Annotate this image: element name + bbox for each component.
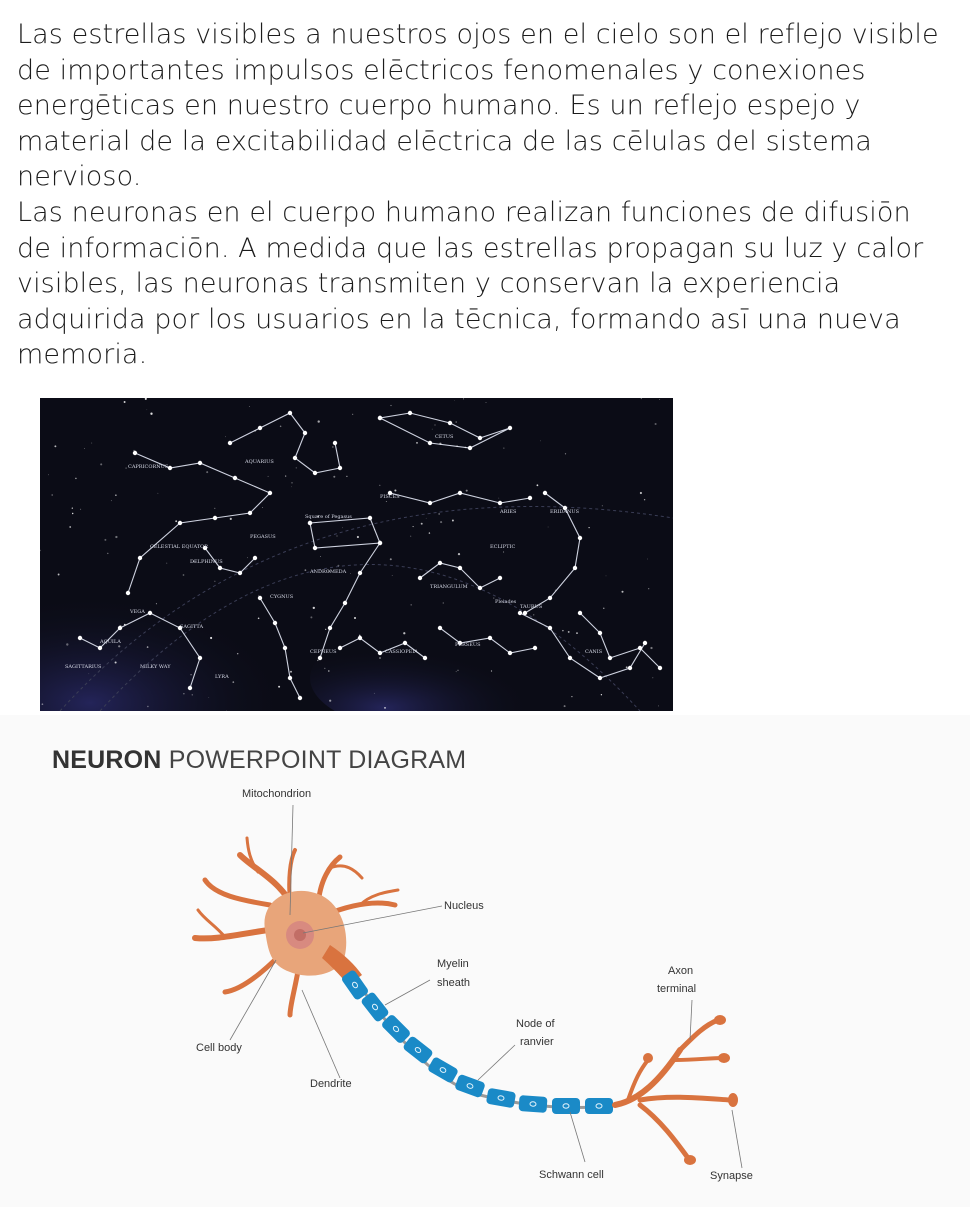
background-star	[48, 474, 49, 475]
background-star	[486, 402, 487, 403]
star	[298, 696, 302, 700]
star	[498, 501, 502, 505]
background-star	[336, 535, 337, 536]
background-star	[111, 500, 112, 501]
constellation-label: AQUILA	[100, 639, 121, 645]
myelin-segment	[585, 1098, 613, 1114]
background-star	[374, 529, 375, 530]
myelin-segment	[486, 1088, 516, 1109]
constellation-label: LYRA	[215, 674, 229, 680]
star	[458, 491, 462, 495]
background-star	[452, 520, 454, 522]
star	[333, 441, 337, 445]
star	[338, 466, 342, 470]
constellation-label: AQUARIUS	[245, 459, 274, 465]
title-bold: NEURON	[52, 746, 162, 774]
background-star	[456, 445, 458, 447]
background-star	[324, 668, 325, 669]
background-star	[384, 707, 386, 709]
background-star	[606, 576, 607, 577]
background-star	[440, 521, 442, 523]
background-star	[503, 551, 504, 552]
background-star	[390, 405, 391, 406]
background-star	[346, 476, 347, 477]
star	[188, 686, 192, 690]
background-star	[457, 670, 458, 671]
background-star	[214, 508, 215, 509]
constellation-label: ERIDANUS	[550, 509, 580, 515]
label-myelin-2: sheath	[437, 977, 471, 989]
background-star	[413, 526, 414, 527]
star	[608, 656, 612, 660]
star	[238, 571, 242, 575]
constellation-label: PERSEUS	[455, 642, 481, 648]
background-star	[118, 645, 120, 647]
star	[378, 651, 382, 655]
star	[423, 656, 427, 660]
background-star	[237, 653, 238, 654]
label-schwann-cell: Schwann cell	[539, 1169, 604, 1181]
background-star	[659, 399, 660, 400]
star	[228, 441, 232, 445]
background-star	[278, 686, 280, 688]
star	[508, 651, 512, 655]
star	[528, 496, 532, 500]
background-star	[88, 673, 89, 674]
constellation-label: CAPRICORNUS	[128, 464, 169, 470]
background-star	[458, 553, 460, 555]
background-star	[533, 614, 534, 615]
background-star	[379, 657, 381, 659]
background-star	[69, 526, 71, 528]
background-star	[374, 693, 375, 694]
constellation-label: CETUS	[435, 434, 454, 440]
constellation-label: CYGNUS	[270, 594, 294, 600]
background-star	[588, 527, 589, 528]
star	[268, 491, 272, 495]
background-star	[640, 492, 642, 494]
background-star	[352, 414, 353, 415]
star	[273, 621, 277, 625]
background-star	[226, 710, 227, 711]
star	[148, 611, 152, 615]
label-axon-1: Axon	[668, 965, 694, 977]
background-star	[641, 398, 642, 399]
star	[428, 501, 432, 505]
background-star	[104, 539, 106, 541]
background-star	[183, 693, 184, 694]
background-star	[568, 631, 570, 633]
constellation-label: CEPHEUS	[310, 649, 337, 655]
background-star	[333, 476, 335, 478]
star	[543, 491, 547, 495]
background-star	[443, 603, 444, 604]
constellation-label: CANIS	[585, 649, 603, 655]
background-star	[337, 565, 339, 567]
background-star	[100, 463, 102, 465]
star	[78, 636, 82, 640]
star	[518, 611, 522, 615]
background-star	[225, 436, 226, 437]
background-star	[210, 637, 212, 639]
star	[308, 521, 312, 525]
background-star	[291, 487, 292, 488]
background-star	[107, 553, 108, 554]
background-star	[230, 518, 232, 520]
star	[318, 656, 322, 660]
background-star	[648, 588, 649, 589]
background-star	[58, 574, 60, 576]
background-star	[183, 574, 185, 576]
background-star	[320, 556, 321, 557]
star	[358, 636, 362, 640]
background-star	[291, 482, 293, 484]
star	[478, 436, 482, 440]
star	[343, 601, 347, 605]
star	[218, 566, 222, 570]
background-star	[80, 509, 81, 510]
myelin-segment	[427, 1056, 459, 1084]
star	[658, 666, 662, 670]
constellation-label: PISCES	[380, 494, 400, 500]
constellation-label: CASSIOPEIA	[385, 649, 418, 655]
star	[248, 511, 252, 515]
background-star	[305, 569, 307, 571]
background-star	[410, 536, 411, 537]
star	[488, 636, 492, 640]
star	[358, 571, 362, 575]
star	[638, 646, 642, 650]
constellation-label: ANDROMEDA	[310, 569, 347, 575]
label-myelin-1: Myelin	[437, 958, 469, 970]
star	[198, 461, 202, 465]
constellation-label: ECLIPTIC	[490, 544, 516, 550]
background-star	[439, 443, 441, 445]
background-star	[156, 603, 157, 604]
background-star	[342, 527, 343, 528]
background-star	[268, 476, 269, 477]
star	[98, 646, 102, 650]
label-node-1: Node of	[516, 1018, 555, 1030]
background-star	[208, 697, 209, 698]
background-star	[190, 674, 191, 675]
background-star	[328, 670, 330, 672]
background-star	[503, 448, 504, 449]
background-star	[115, 661, 117, 663]
background-star	[249, 406, 250, 407]
constellation-label: VEGA	[130, 609, 145, 615]
star	[258, 426, 262, 430]
background-star	[310, 616, 312, 618]
star	[568, 656, 572, 660]
background-star	[439, 513, 440, 514]
constellation-label: Pleiades	[495, 599, 517, 605]
neurons-paragraph: Las neuronas en el cuerpo humano realizan funciones de difusiōn de informaciōn. A medida que las estrellas propagan su luz y calor visibles, las neuronas transmiten y conservan la experiencia adquirida por los usuarios en la tēcnica, formando asī una nueva memoria.	[17, 197, 924, 370]
star	[523, 611, 527, 615]
label-nucleus: Nucleus	[444, 900, 484, 912]
constellation-label: CELESTIAL EQUATOR	[150, 544, 209, 550]
background-star	[394, 489, 396, 491]
background-star	[258, 618, 260, 620]
constellation-label: TRIANGULUM	[430, 584, 468, 590]
star	[573, 566, 577, 570]
background-star	[571, 696, 572, 697]
background-star	[232, 681, 234, 683]
intro-paragraph: Las estrellas visibles a nuestros ojos en el cielo son el reflejo visible de importantes impulsos elēctricos fenomenales y conexiones energēticas en nuestro cuerpo humano. Es un reflejo espejo y material de la excitabilidad elēctrica de las cēlulas del sistema nervioso.	[17, 19, 939, 192]
star	[313, 471, 317, 475]
star	[408, 411, 412, 415]
background-star	[91, 443, 92, 444]
star	[533, 646, 537, 650]
label-synapse: Synapse	[710, 1170, 753, 1182]
background-star	[258, 595, 259, 596]
star	[548, 626, 552, 630]
background-star	[72, 513, 73, 514]
title-rest: POWERPOINT DIAGRAM	[168, 746, 467, 774]
constellation-label: PEGASUS	[250, 534, 276, 540]
background-star	[548, 527, 549, 528]
star	[258, 596, 262, 600]
background-star	[454, 400, 455, 401]
background-star	[426, 518, 427, 519]
background-star	[386, 501, 387, 502]
background-star	[465, 447, 467, 449]
label-dendrite: Dendrite	[310, 1078, 352, 1090]
background-star	[491, 670, 492, 671]
background-star	[565, 453, 566, 454]
background-star	[498, 498, 499, 499]
background-star	[66, 643, 68, 645]
star	[578, 536, 582, 540]
background-star	[285, 476, 286, 477]
background-star	[555, 590, 557, 592]
background-star	[392, 575, 393, 576]
background-star	[147, 646, 149, 648]
background-star	[655, 423, 657, 425]
background-star	[626, 666, 628, 668]
background-star	[247, 557, 248, 558]
constellation-label: MILKY WAY	[140, 664, 171, 670]
star	[628, 666, 632, 670]
myelin-segment	[518, 1095, 547, 1113]
background-star	[125, 467, 126, 468]
label-axon-2: terminal	[657, 983, 697, 995]
star	[253, 556, 257, 560]
background-star	[147, 706, 148, 707]
star	[178, 521, 182, 525]
star	[338, 646, 342, 650]
myelin-segment	[552, 1098, 580, 1114]
background-star	[379, 485, 380, 486]
background-star	[647, 559, 648, 560]
label-mitochondrion: Mitochondrion	[242, 788, 312, 800]
background-star	[601, 694, 602, 695]
background-star	[650, 647, 652, 649]
star	[548, 596, 552, 600]
star	[578, 611, 582, 615]
background-star	[214, 581, 215, 582]
background-star	[537, 484, 539, 486]
background-star	[456, 671, 457, 672]
background-star	[329, 700, 331, 702]
constellation-label: DELPHINUS	[190, 559, 223, 565]
background-star	[621, 591, 623, 593]
background-star	[115, 536, 117, 538]
background-star	[416, 442, 418, 444]
background-star	[150, 413, 152, 415]
background-star	[262, 507, 263, 508]
background-star	[115, 495, 116, 496]
star	[428, 441, 432, 445]
myelin-sheath	[340, 969, 613, 1114]
star	[138, 556, 142, 560]
constellation-label: ARIES	[500, 509, 517, 515]
background-star	[350, 573, 351, 574]
star	[378, 416, 382, 420]
label-node-2: ranvier	[520, 1036, 554, 1048]
star	[643, 641, 647, 645]
myelin-segment	[402, 1035, 434, 1065]
star	[448, 421, 452, 425]
constellation-label: SAGITTARIUS	[65, 664, 102, 670]
background-star	[133, 450, 134, 451]
constellation-label: SAGITTA	[180, 624, 204, 630]
background-star	[75, 478, 77, 480]
constellation-label: TAURUS	[520, 604, 543, 610]
background-star	[466, 490, 468, 492]
star	[168, 466, 172, 470]
background-star	[254, 430, 256, 432]
background-star	[119, 625, 121, 627]
star	[468, 446, 472, 450]
star	[378, 541, 382, 545]
background-star	[354, 617, 356, 619]
background-star	[158, 493, 159, 494]
star	[126, 591, 130, 595]
constellation-label: Square of Pegasus	[305, 514, 352, 520]
star	[438, 626, 442, 630]
background-star	[84, 448, 85, 449]
background-star	[540, 440, 541, 441]
constellation-map-image	[40, 398, 673, 711]
background-star	[290, 671, 292, 673]
background-star	[357, 536, 359, 538]
star	[478, 586, 482, 590]
background-star	[410, 604, 411, 605]
star	[213, 516, 217, 520]
background-star	[463, 398, 464, 399]
star	[293, 456, 297, 460]
background-star	[146, 409, 147, 410]
background-star	[652, 677, 653, 678]
star	[368, 516, 372, 520]
background-star	[390, 558, 392, 560]
background-star	[403, 632, 405, 634]
background-star	[325, 629, 326, 630]
star	[418, 576, 422, 580]
star	[498, 576, 502, 580]
background-star	[51, 494, 53, 496]
background-star	[124, 624, 126, 626]
background-star	[166, 563, 167, 564]
background-star	[359, 635, 361, 637]
star	[198, 656, 202, 660]
star	[438, 561, 442, 565]
star	[458, 566, 462, 570]
background-star	[434, 424, 435, 425]
star	[508, 426, 512, 430]
background-star	[42, 703, 44, 705]
star	[598, 676, 602, 680]
background-star	[192, 694, 193, 695]
background-star	[317, 660, 318, 661]
background-star	[658, 705, 659, 706]
star	[403, 641, 407, 645]
star	[303, 431, 307, 435]
background-star	[54, 445, 56, 447]
background-star	[124, 401, 126, 403]
star	[133, 451, 137, 455]
star	[288, 411, 292, 415]
star	[313, 546, 317, 550]
background-star	[72, 507, 73, 508]
background-star	[318, 420, 320, 422]
background-star	[455, 421, 457, 423]
background-star	[280, 426, 282, 428]
background-star	[332, 446, 333, 447]
background-star	[175, 520, 177, 522]
background-star	[564, 705, 566, 707]
star	[598, 631, 602, 635]
star	[233, 476, 237, 480]
background-star	[602, 505, 603, 506]
background-star	[296, 467, 297, 468]
star	[288, 676, 292, 680]
background-star	[206, 471, 208, 473]
background-star	[644, 499, 645, 500]
background-star	[576, 632, 578, 634]
neuron-diagram	[0, 715, 970, 1207]
background-star	[429, 532, 430, 533]
background-star	[313, 607, 315, 609]
background-star	[432, 429, 433, 430]
label-cell-body: Cell body	[196, 1042, 242, 1054]
background-star	[562, 630, 564, 632]
star	[283, 646, 287, 650]
background-star	[603, 608, 604, 609]
star	[328, 626, 332, 630]
background-star	[421, 523, 423, 525]
